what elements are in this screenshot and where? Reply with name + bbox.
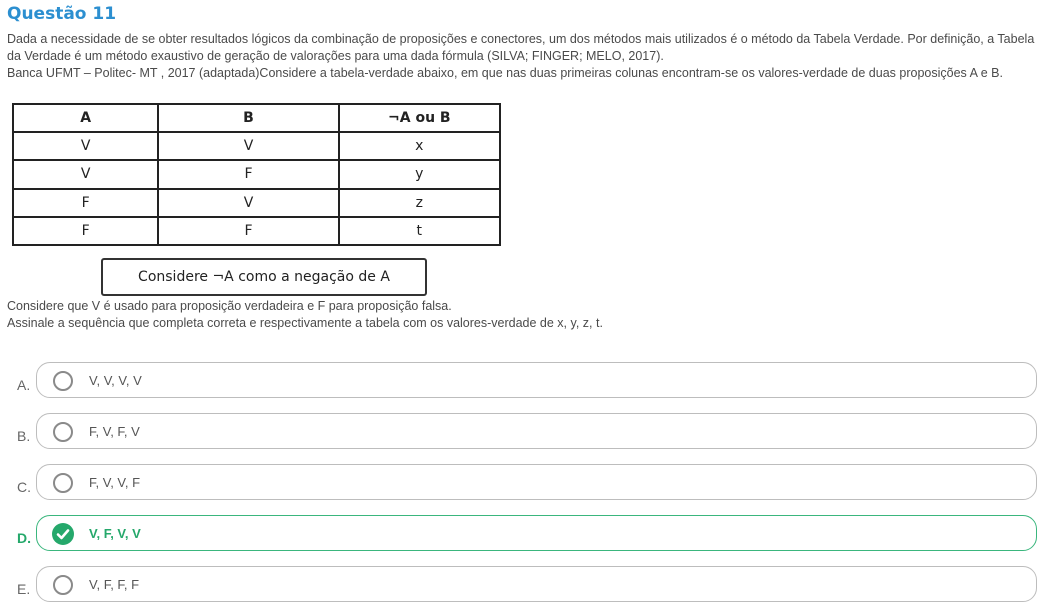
- table-header-cell: B: [158, 104, 338, 132]
- question-paragraph: Dada a necessidade de se obter resultados lógicos da combinação de proposições e conectores, um dos métodos mais utilizados é o método da Tabela Verdade. Por definição, a Tabela da Verdade é um método exaustivo de geração de valorações para uma dada fórmula (SILVA; FINGER; MELO, 2017).: [7, 32, 1035, 63]
- option-d-button[interactable]: [36, 515, 1037, 551]
- table-cell: F: [13, 217, 158, 245]
- table-cell: F: [158, 217, 338, 245]
- table-cell: z: [339, 189, 500, 217]
- option-e-button[interactable]: [36, 566, 1037, 602]
- table-cell: F: [158, 160, 338, 188]
- check-circle-icon[interactable]: [52, 523, 74, 545]
- option-a-button[interactable]: [36, 362, 1037, 398]
- radio-empty-icon[interactable]: [53, 422, 73, 442]
- table-header-cell: A: [13, 104, 158, 132]
- option-a: [0, 362, 1052, 398]
- table-header-cell: ¬A ou B: [339, 104, 500, 132]
- table-cell: V: [13, 160, 158, 188]
- option-e: [0, 566, 1052, 602]
- option-d: [0, 515, 1052, 551]
- question-paragraph: Banca UFMT – Politec- MT , 2017 (adaptada)Considere a tabela-verdade abaixo, em que nas duas primeiras colunas encontram-se os valores-verdade de duas proposições A e B.: [7, 66, 1003, 80]
- table-row: [13, 217, 500, 245]
- question-statement: [7, 31, 1042, 82]
- option-text: V, V, V, V: [89, 373, 142, 388]
- option-letter: A.: [17, 377, 31, 393]
- question-paragraph: Assinale a sequência que completa correta e respectivamente a tabela com os valores-verdade de x, y, z, t.: [7, 316, 603, 330]
- option-letter: E.: [17, 581, 31, 597]
- option-b: [0, 413, 1052, 449]
- table-row: [13, 132, 500, 160]
- option-text: F, V, F, V: [89, 424, 140, 439]
- radio-empty-icon[interactable]: [53, 371, 73, 391]
- table-cell: x: [339, 132, 500, 160]
- table-header-row: [13, 104, 500, 132]
- option-text: V, F, F, F: [89, 577, 140, 592]
- option-letter: D.: [17, 530, 31, 546]
- table-cell: t: [339, 217, 500, 245]
- truth-table: [12, 103, 501, 246]
- table-cell: F: [13, 189, 158, 217]
- radio-empty-icon[interactable]: [53, 575, 73, 595]
- option-b-button[interactable]: [36, 413, 1037, 449]
- option-c-button[interactable]: [36, 464, 1037, 500]
- table-row: [13, 189, 500, 217]
- option-c: [0, 464, 1052, 500]
- option-text: V, F, V, V: [89, 526, 141, 541]
- table-row: [13, 160, 500, 188]
- option-text: F, V, V, F: [89, 475, 141, 490]
- table-cell: V: [158, 132, 338, 160]
- table-cell: y: [339, 160, 500, 188]
- option-letter: B.: [17, 428, 31, 444]
- table-cell: V: [13, 132, 158, 160]
- question-instructions: [7, 298, 1042, 332]
- table-cell: V: [158, 189, 338, 217]
- option-letter: C.: [17, 479, 31, 495]
- question-paragraph: Considere que V é usado para proposição verdadeira e F para proposição falsa.: [7, 299, 452, 313]
- question-title: Questão 11: [7, 4, 117, 24]
- negation-note: Considere ¬A como a negação de A: [101, 258, 427, 296]
- radio-empty-icon[interactable]: [53, 473, 73, 493]
